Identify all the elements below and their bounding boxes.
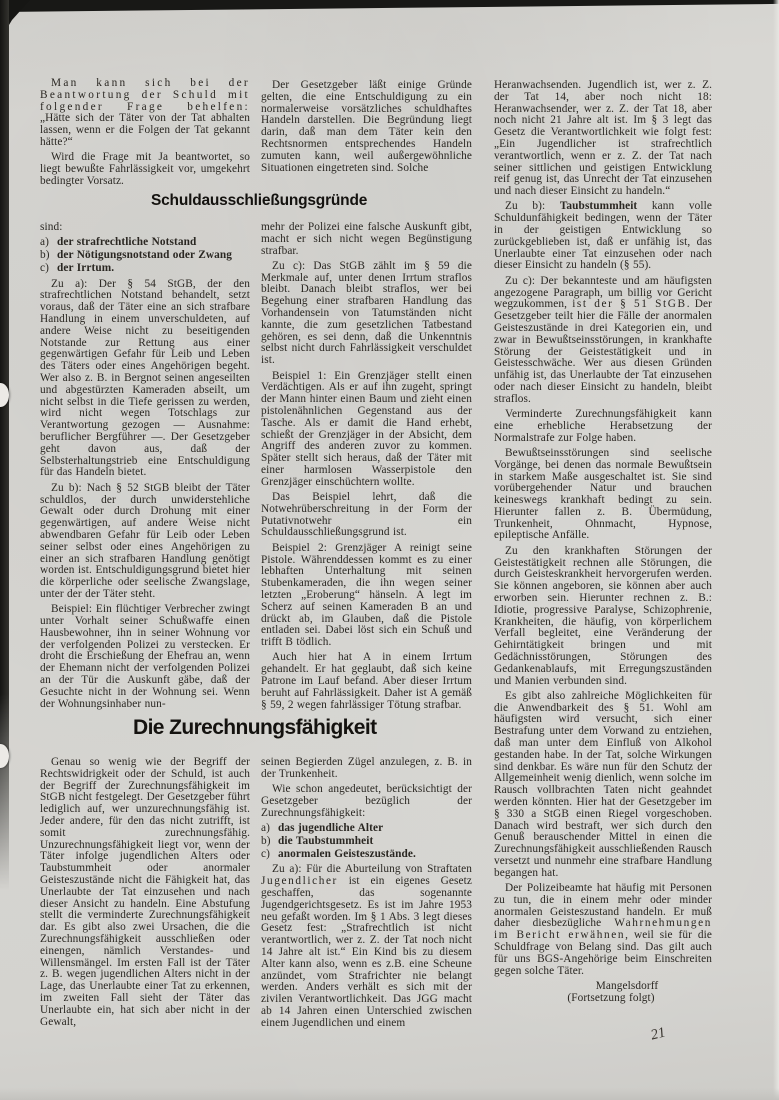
zu-b-keyword: Taubstummheit [559,200,638,213]
zu-c-paragraph: Zu c): Das StGB zählt im § 59 die Merkmale auf, unter denen Irrtum straflos bleibt. Danach bleibt straflos, wer bei Begehung einer strafbaren Handlung das Vorhandensein von Tatumständen nicht kannte, die zum gesetzlichen Tatbestand gehören, es sei denn, daß die Unkenntnis selbst nicht durch Fahrlässigkeit verschuldet ist. [261,259,472,367]
list-item-text: anormalen Geisteszustände. [278,847,416,860]
list-item-b [261,836,472,848]
list-item-c [40,263,250,275]
list-item-a [40,237,250,249]
zu-b-lead: Zu b): [505,200,560,213]
polizeibeamte-paragraph [494,883,712,977]
column2-intro [261,80,472,178]
zu-b-rest: kann volle Schuldunfähigkeit bedingen, wenn der Täter in der geistigen Entwicklung so zurückgeblieben ist, daß er unfähig ist, das Unerlaubte einer Tat einzusehen oder nach dieser Einsicht zu handeln (§ 55). [494,200,712,272]
intro-paragraph [40,78,250,149]
author-byline: Mangelsdorff [595,979,659,992]
irrtum-paragraph: Auch hier hat A in einem Irrtum gehandelt. Er hat geglaubt, daß sich keine Patrone im Lauf befand. Aber dieser Irrtum beruht auf Fahrlässigkeit. Daher ist A gemäß § 59, 2 wegen fahrlässiger Tötung strafbar. [261,651,472,711]
column1-intro [40,78,250,191]
polizei-rest: , weil sie für die Schuldfrage von Belang sind. Das gilt auch für uns BGS-Angehörige beim Einschreiten gegen solche Täter. [494,929,712,977]
intro-question-quote: „Hätte sich der Täter von der Tat abhalten lassen, wenn er die Folgen der Tat gekannt hätte?“ [40,112,250,148]
intro-question-lead: Man kann sich bei der Beantwortung der Schuld mit folgender Frage behelfen: [40,77,250,113]
column2-main [261,222,472,715]
polizei-emphasis: Wahrnehmungen im Bericht erwähnen [494,917,712,942]
column1-bottom [40,757,250,1032]
bewusstseinsstoerungen-paragraph: Bewußtseinsstörungen sind seelische Vorgänge, bei denen das normale Bewußtsein in starkem Maße ausgeschaltet ist. Sie sind vorübergehender Natur und brauchen keineswegs krankhaft bedingt zu sein. Hierunter fallen z. B. Übermüdung, Trunkenheit, Ohnmacht, Hypnose, epileptische Anfälle. [494,446,712,542]
list-item-text: der Irrtum. [57,261,115,274]
intro-answer-paragraph: Wird die Frage mit Ja beantwortet, so liegt bewußte Fahrlässigkeit vor, umgekehrt bedingter Vorsatz. [40,151,250,187]
list-item-text: der Nötigungsnotstand oder Zwang [57,249,233,262]
column2-bottom [261,757,472,1033]
continuation-paragraph: mehr der Polizei eine falsche Auskunft gibt, macht er sich nicht wegen Begünstigung strafbar. [261,221,472,257]
beispiel1-paragraph: Beispiel 1: Ein Grenzjäger stellt einen Verdächtigen. Als er auf ihn zugeht, springt der Mann hinter einen Baum und zieht einen pistolenähnlichen Gegenstand aus der Tasche. Als er damit die Hand erhebt, schießt der Grenzjäger in der Absicht, dem Angriff des anderen zuvor zu kommen. Später stellt sich heraus, daß der Täter mit einer harmlosen Wasserpistole den Grenzjäger einschüchtern wollte. [261,369,472,488]
zuegel-paragraph: seinen Begierden Zügel anzulegen, z. B. in der Trunkenheit. [261,756,472,780]
list-marker: c) [261,847,270,860]
verminderte-paragraph: Verminderte Zurechnungsfähigkeit kann eine erhebliche Herabsetzung der Normalstrafe zur Folge haben. [494,408,712,444]
genau-paragraph: Genau so wenig wie der Begriff der Rechtswidrigkeit oder der Schuld, ist auch der Begriff der Zurechnungsfähigkeit im StGB nicht festgelegt. Der Gesetzgeber führt lediglich auf, wer unzurechnungsfähig ist. Jeder andere, für den das nicht zutrifft, ist somit zurechnungsfähig. Unzurechnungsfähigkeit liegt vor, wenn der Täter infolge jugendlichen Alters oder Taubstummheit oder anormaler Geisteszustände nicht die Fähigkeit hat, das Unerlaubte der Tat einzusehen und nach dieser Ansicht zu handeln. Eine Abstufung stellt die verminderte Zurechnungsfähigkeit dar. Es gibt also zwei Ursachen, die die Zurechnungsfähigkeit ausschließen oder einengen, nämlich Verstandes- und Willensmängel. Im ersten Fall ist der Täter z. B. wegen jugendlichen Alters nicht in der Lage, das Unerlaubte einer Tat zu erkennen, im zweiten Fall sieht der Täter das Unerlaubte ein, hat sich aber nicht in der Gewalt, [40,756,250,1028]
continuation-note: (Fortsetzung folgt) [567,991,655,1004]
lead-in: sind: [40,221,63,233]
wie-schon-paragraph: Wie schon angedeutet, berücksichtigt der Gesetzgeber bezüglich der Zurechnungsfähigkeit: [261,783,472,819]
list-marker: c) [40,261,49,274]
list-marker: b) [40,249,50,262]
list-item-text: die Taubstummheit [278,834,374,847]
list-item-text: der strafrechtliche Notstand [57,236,197,249]
list-marker: b) [261,834,271,847]
column1-main [40,222,250,714]
scan-edge-bottom [0,1088,779,1100]
lawgiver-paragraph: Der Gesetzgeber läßt einige Gründe gelten, die eine Entschuldigung zu ein normalerweise vorsätzliches schuldhaftes Handeln darstellen. Die Begründung liegt darin, daß man dem Täter kein den Rechtsnormen entsprechendes Handeln zumuten kann, weil außergewöhnliche Situationen eingetreten sind. Solche [261,79,472,174]
section-heading-zurechnungsfaehigkeit: Die Zurechnungsfähigkeit [133,716,377,739]
scan-edge-top [0,0,779,13]
list-item-text: das jugendliche Alter [278,821,384,834]
list-item-b [40,250,250,262]
beispiel-paragraph: Beispiel: Ein flüchtiger Verbrecher zwingt unter Vorhalt seiner Schußwaffe einen Hausbewohner, ihn in seiner Wohnung vor der verfolgenden Polizei zu verstecken. Er droht die Erschießung der Ehefrau an, wenn der Ehemann nicht der verfolgenden Polizei an der Tür die Auskunft gäbe, daß der Gesuchte nicht in der Wohnung sei. Wenn der Wohnungsinhaber nun- [40,603,250,710]
polizei-lead: Der Polizeibeamte hat häufig mit Personen zu tun, die in einem mehr oder minder anormalen Geisteszustand handeln. Er muß daher diesbezügliche [494,882,712,930]
zu-a-paragraph: Zu a): Der § 54 StGB, der den strafrechtlichen Notstand behandelt, setzt voraus, daß der Täter eine an sich strafbare Handlung in einem unverschuldeten, auf andere Weise nicht zu beseitigenden Notstande zur Rettung aus einer gegenwärtigen Gefahr für Leib und Leben des Täters oder eines Angehörigen begeht. Wer also z. B. in Bergnot seinen angeseilten und abgestürzten Kameraden abseilt, um nicht selbst in die Tiefe gerissen zu werden, wird nicht wegen Totschlags zur Verantwortung gezogen — Ausnahme: beruflicher Bergführer —. Der Gesetzgeber geht davon aus, daß der Selbsterhaltungstrieb eine Entschuldigung für das Handeln bietet. [40,277,250,479]
zu-a-paragraph [261,864,472,1029]
heranwachsende-paragraph: Heranwachsenden. Jugendlich ist, wer z. Z. der Tat 14, aber noch nicht 18: Heranwachsender, wer z. Z. der Tat 18, aber noch nicht 21 Jahre alt ist. Im § 3 legt das Gesetz die Verantwortlichkeit wie folgt fest: „Ein Jugendlicher ist strafrechtlich verantwortlich, wenn er z. Z. der Tat nach seiner sittlichen und geistigen Entwicklung reif genug ist, das Unrecht der Tat einzusehen und nach dieser Einsicht zu handeln.“ [494,79,712,198]
zu-b-paragraph: Zu b): Nach § 52 StGB bleibt der Täter schuldlos, der durch unwiderstehliche Gewalt oder durch Drohung mit einer gegenwärtigen, auf andere Weise nicht abwendbaren Gefahr für Leib oder Leben seiner selbst oder eines Angehörigen zu einer an sich strafbaren Handlung genötigt worden ist. Entschuldigungsgrund bietet hier die körperliche oder seelische Zwangslage, unter der der Täter steht. [40,481,250,600]
zu-b-paragraph [494,201,712,272]
zu-c-lead: Zu c): Der bekannteste und am häufigsten angezogene Paragraph, um billig vor Gericht wegzukommen, [494,274,712,311]
page-number: 21 [649,1024,668,1044]
list-marker: a) [40,236,49,249]
krankhafte-stoerungen-paragraph: Zu den krankhaften Störungen der Geistestätigkeit rechnen alle Störungen, die durch Geisteskrankheit hervorgerufen werden. Sie können angeboren, sie können aber auch erworben sein. Hierunter rechnen z. B.: Idiotie, progressive Paralyse, Schizophrenie, Krankheiten, die häufig, von körperlichem Verfall begleitet, eine Veränderung der Gehirntätigkeit bringen und mit Gedächnisstörungen, Störungen des Gedankenablaufs, mit Erregungszuständen und Manien verbunden sind. [494,544,712,687]
zu-a-emphasis: Jugendlicher [261,875,338,888]
zu-a-rest: ist ein eigenes Gesetz geschaffen, das sogenannte Jugendgerichtsgesetz. Es ist im Jahre 1953 neu gefaßt worden. Im § 1 Abs. 3 legt dieses Gesetz fest: „Strafrechtlich ist nicht verantwortlich, wer z. Z. der Tat noch nicht 14 Jahre alt ist.“ Ein Kind bis zu diesem Alter kann also, wenn es z.B. eine Scheune anzündet, vom Strafrichter nie belangt werden. Anders verhält es sich mit der zivilen Verantwortlichkeit. Das JGG macht ab 14 Jahren einen Unterschied zwischen einem Jugendlichen und einem [261,875,472,1029]
column3 [494,80,712,1008]
section-heading-schuldausschliessungsgruende: Schuldausschließungsgründe [151,192,368,209]
zu-c-rest: . Der Gesetzgeber teilt hier die Fälle der anormalen Geisteszustände in drei Kategorien ein, und zwar in Bewußtseinsstörungen, in krankhafte Störung der Geistestätigkeit und in Geistesschwäche. Wer aus diesen Gründen unfähig ist, das Unerlaubte der Tat einzusehen oder nach dieser Einsicht zu handeln, bleibt straflos. [494,298,712,405]
zu-c-emphasis: ist der § 51 StGB [572,298,687,311]
list-item-a [261,823,472,835]
zu-c-paragraph [494,276,712,406]
scan-edge-right [773,0,779,1100]
beispiel2-paragraph: Beispiel 2: Grenzjäger A reinigt seine Pistole. Währenddessen kommt es zu einer lebhaften Unterhaltung mit seinen Stubenkameraden, die ihn wegen seiner letzten „Eroberung“ hänseln. A legt im Scherz auf seinen Kameraden B an und drückt ab, im Glauben, daß die Pistole entladen sei. Dabei löst sich ein Schuß und trifft B tödlich. [261,541,472,649]
alkohol-paragraph: Es gibt also zahlreiche Möglichkeiten für die Anwendbarkeit des § 51. Wohl am häufigsten wird versucht, sich einer Bestrafung unter dem Vorwand zu entziehen, daß man unter dem Einfluß von Alkohol gestanden habe. In der Tat, solche Wirkungen sind denkbar. Es wäre nun für den Schutz der Allgemeinheit wenig dienlich, wenn solche im Rausch vollbrachten Taten nicht geahndet werden könnten. Hier hat der Gesetzgeber im § 330 a StGB einen Riegel vorgeschoben. Danach wird bestraft, wer sich durch den Genuß berauschender Mittel in einen die Zurechnungsfähigkeit ausschließenden Rausch versetzt und nunmehr eine strafbare Handlung begangen hat. [494,689,712,879]
list-item-c [261,849,472,861]
zu-a-lead: Zu a): Für die Aburteilung von Straftaten [272,863,472,876]
lehre-paragraph: Das Beispiel lehrt, daß die Notwehrüberschreitung in der Form der Putativnotwehr ein Schuldausschließungsgrund ist. [261,491,472,539]
list-marker: a) [261,821,270,834]
